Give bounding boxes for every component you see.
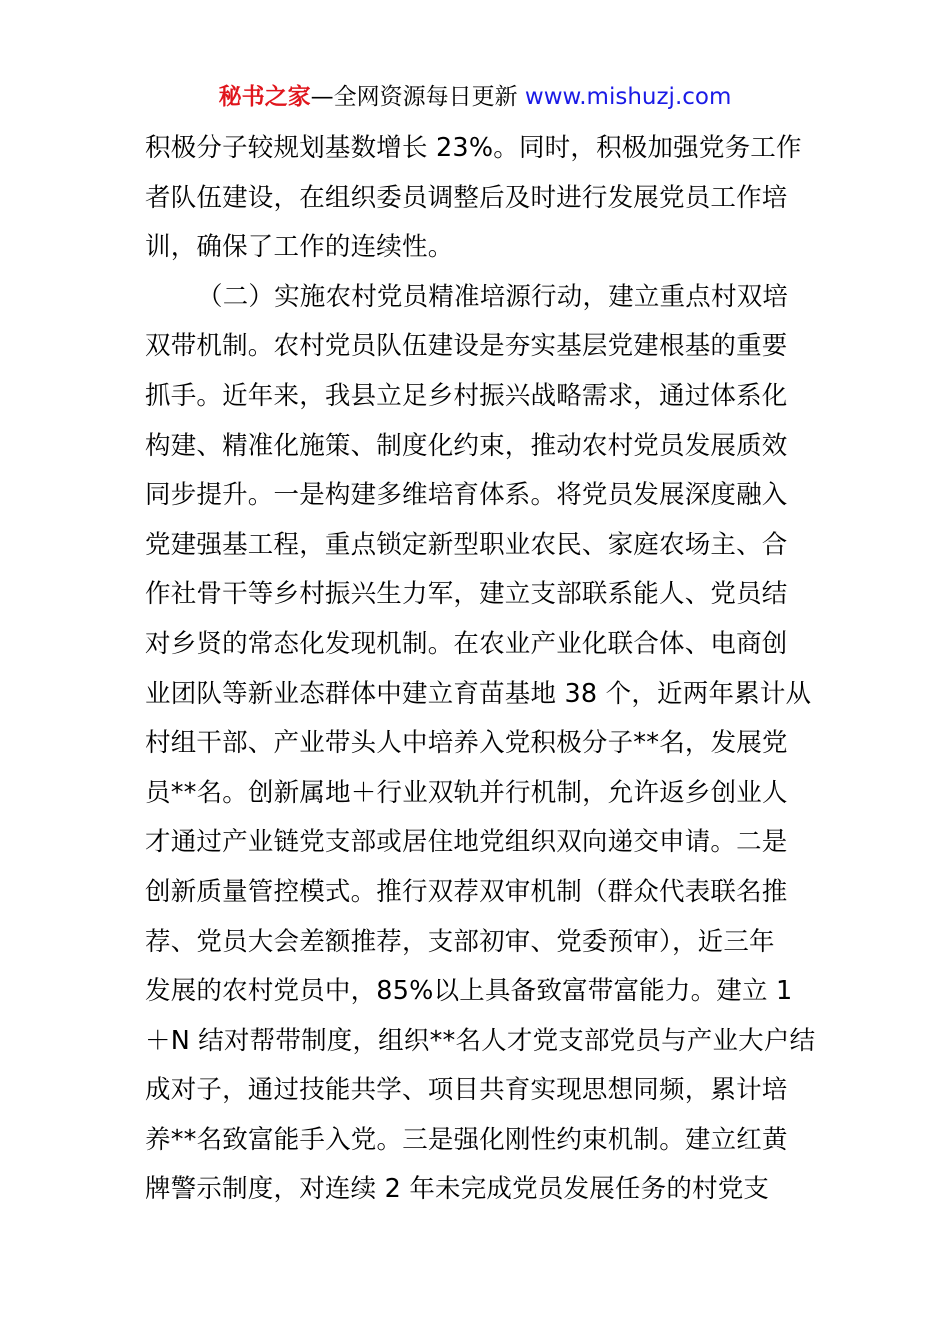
text-line: 村组干部、产业带头人中培养入党积极分子**名，发展党 — [145, 728, 788, 759]
text-line: 养**名致富能手入党。三是强化刚性约束机制。建立红黄 — [145, 1124, 788, 1155]
text-line: 党建强基工程，重点锁定新型职业农民、家庭农场主、合 — [145, 529, 788, 560]
text-line: 双带机制。农村党员队伍建设是夯实基层党建根基的重要 — [145, 331, 788, 362]
text-line: 发展的农村党员中，85%以上具备致富带富能力。建立 1 — [145, 976, 793, 1007]
text-line: 才通过产业链党支部或居住地党组织双向递交申请。二是 — [145, 827, 788, 858]
text-line: 成对子，通过技能共学、项目共育实现思想同频，累计培 — [145, 1075, 788, 1106]
site-header — [0, 80, 950, 114]
text-line: 作社骨干等乡村振兴生力军，建立支部联系能人、党员结 — [145, 579, 788, 610]
text-line: 构建、精准化施策、制度化约束，推动农村党员发展质效 — [145, 430, 788, 461]
document-body — [145, 124, 816, 1215]
text-line: 积极分子较规划基数增长 23%。同时，积极加强党务工作 — [145, 133, 802, 163]
text-line: 训，确保了工作的连续性。 — [145, 232, 454, 263]
text-line: 牌警示制度，对连续 2 年未完成党员发展任务的村党支 — [145, 1174, 770, 1205]
text-line: 抓手。近年来，我县立足乡村振兴战略需求，通过体系化 — [145, 380, 788, 411]
text-line: 创新质量管控模式。推行双荐双审机制（群众代表联名推 — [145, 876, 788, 907]
site-url-link[interactable]: www.mishuzj.com — [524, 84, 732, 110]
site-tagline: —全网资源每日更新 — [310, 84, 525, 110]
section-heading-line: （二）实施农村党员精准培源行动，建立重点村双培 — [197, 281, 789, 312]
text-line: 同步提升。一是构建多维培育体系。将党员发展深度融入 — [145, 480, 788, 511]
text-line: ＋N 结对帮带制度，组织**名人才党支部党员与产业大户结 — [145, 1025, 816, 1056]
text-line: 员**名。创新属地＋行业双轨并行机制，允许返乡创业人 — [145, 777, 788, 808]
text-line: 业团队等新业态群体中建立育苗基地 38 个，近两年累计从 — [145, 678, 812, 709]
text-line: 对乡贤的常态化发现机制。在农业产业化联合体、电商创 — [145, 628, 788, 659]
text-line: 者队伍建设，在组织委员调整后及时进行发展党员工作培 — [145, 182, 788, 213]
text-line: 荐、党员大会差额推荐，支部初审、党委预审），近三年 — [145, 926, 775, 957]
site-brand: 秘书之家 — [218, 84, 311, 110]
